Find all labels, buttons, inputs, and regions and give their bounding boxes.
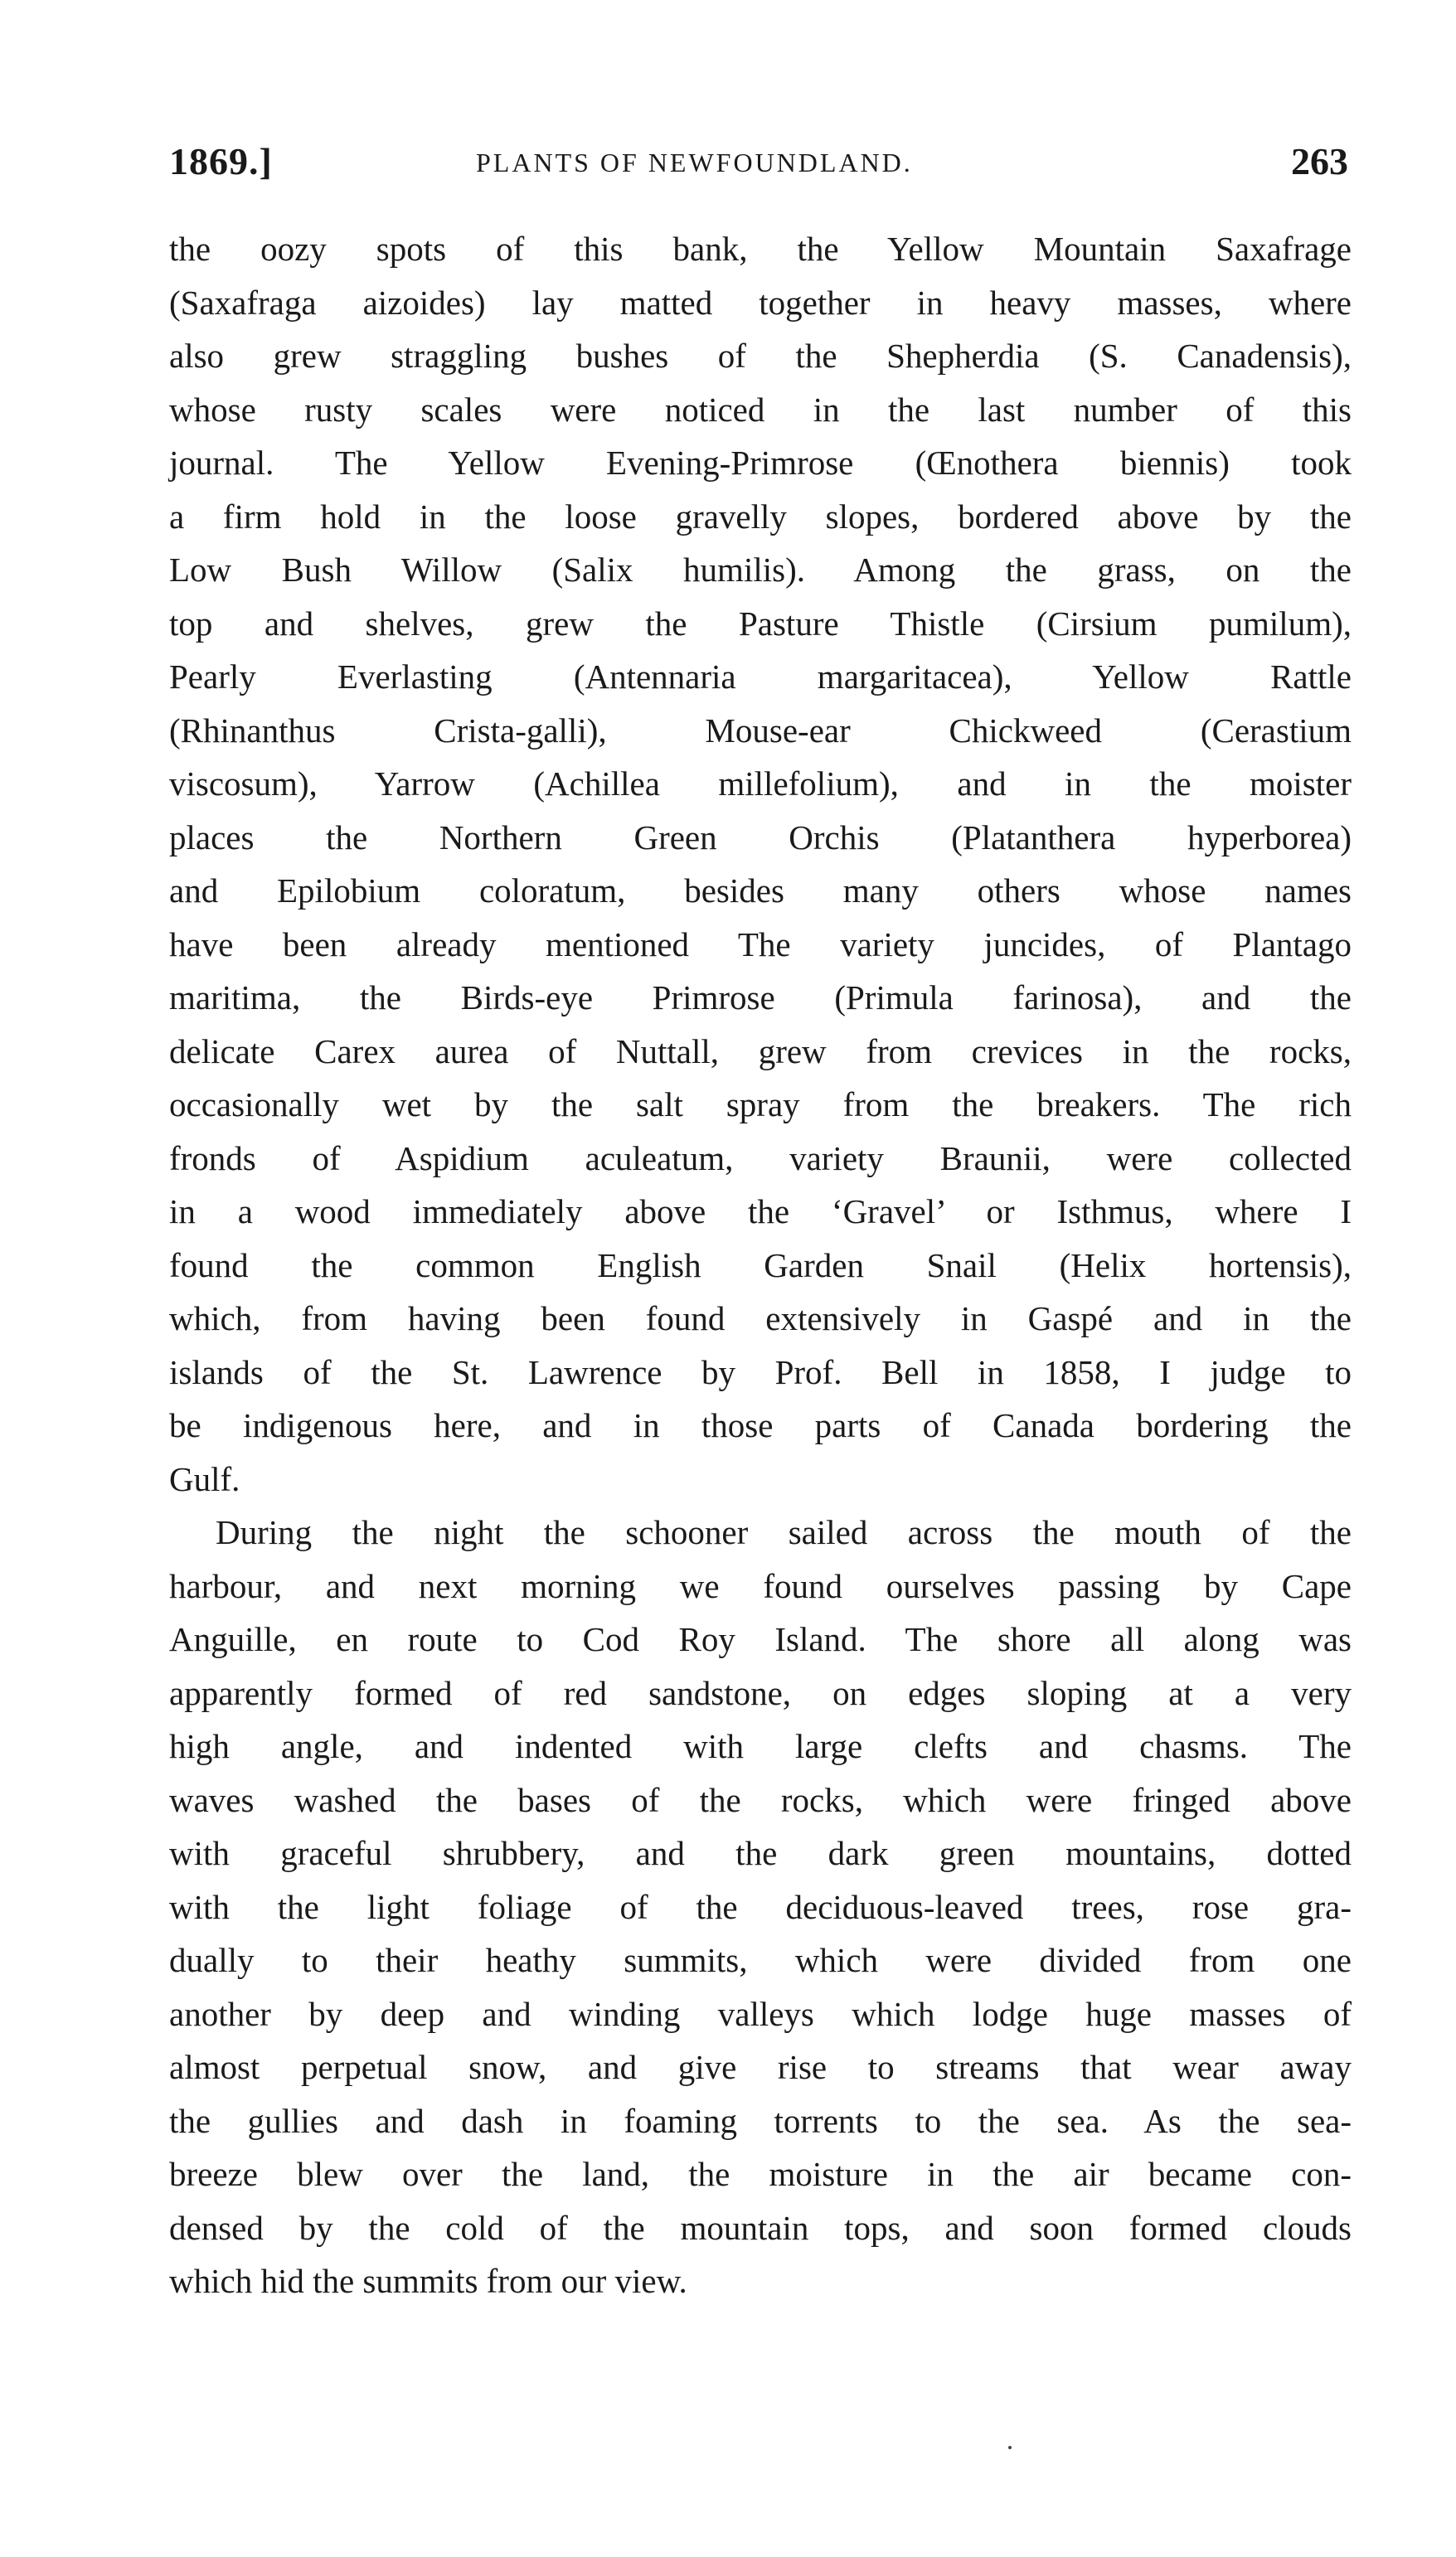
header-year: 1869.] [169,140,273,182]
text-line: and Epilobium coloratum, besides many others whose names [169,871,1352,910]
text-line: which hid the summits from our view. [169,2262,687,2300]
text-line: places the Northern Green Orchis (Platanthera hyperborea) [169,818,1352,856]
text-line: in a wood immediately above the ‘Gravel’ or Isthmus, where I [169,1192,1352,1230]
text-line: found the common English Garden Snail (Helix hortensis), [169,1245,1352,1284]
text-line: be indigenous here, and in those parts of Canada bordering the [169,1406,1352,1444]
print-speck [1008,2446,1012,2449]
text-line: (Rhinanthus Crista-galli), Mouse-ear Chickweed (Cerastium [169,711,1352,750]
text-line: have been already mentioned The variety juncides, of Plantago [169,924,1352,963]
text-line: high angle, and indented with large clefts and chasms. The [169,1727,1352,1765]
text-line: harbour, and next morning we found ourselves passing by Cape [169,1566,1352,1605]
running-head [169,139,1357,197]
text-line: Pearly Everlasting (Antennaria margaritacea), Yellow Rattle [169,657,1352,696]
text-line: top and shelves, grew the Pasture Thistle (Cirsium pumilum), [169,604,1352,643]
body-text [169,222,1352,2308]
text-line: Low Bush Willow (Salix humilis). Among the grass, on the [169,551,1352,589]
header-title: PLANTS OF NEWFOUNDLAND. [476,148,913,177]
text-line: a firm hold in the loose gravelly slopes, bordered above by the [169,497,1352,536]
text-line: maritima, the Birds-eye Primrose (Primula farinosa), and the [169,978,1352,1016]
text-line: waves washed the bases of the rocks, which were fringed above [169,1780,1352,1819]
text-line: the oozy spots of this bank, the Yellow Mountain Saxafrage [169,230,1352,268]
text-line: (Saxafraga aizoides) lay matted together in heavy masses, where [169,283,1352,322]
text-line: dually to their heathy summits, which were divided from one [169,1941,1352,1979]
text-line: islands of the St. Lawrence by Prof. Bell in 1858, I judge to [169,1352,1352,1391]
text-line: Gulf. [169,1459,240,1498]
page-number: 263 [1291,140,1348,182]
text-line: which, from having been found extensively in Gaspé and in the [169,1299,1352,1337]
text-line: journal. The Yellow Evening-Primrose (Œnothera biennis) took [169,444,1352,482]
text-line: During the night the schooner sailed across the mouth of the [216,1513,1352,1551]
text-line: with the light foliage of the deciduous-leaved trees, rose gra- [169,1887,1352,1926]
text-line: whose rusty scales were noticed in the last number of this [169,390,1352,429]
text-line: apparently formed of red sandstone, on edges sloping at a very [169,1673,1352,1712]
text-line: occasionally wet by the salt spray from the breakers. The rich [169,1085,1352,1123]
text-line: delicate Carex aurea of Nuttall, grew from crevices in the rocks, [169,1031,1352,1070]
text-line: densed by the cold of the mountain tops, and soon formed clouds [169,2208,1352,2247]
text-line: viscosum), Yarrow (Achillea millefolium), and in the moister [169,764,1352,803]
text-line: another by deep and winding valleys which lodge huge masses of [169,1994,1352,2033]
text-line: breeze blew over the land, the moisture in the air became con- [169,2155,1352,2193]
text-line: fronds of Aspidium aculeatum, variety Braunii, were collected [169,1138,1352,1177]
text-line: almost perpetual snow, and give rise to streams that wear away [169,2048,1352,2086]
text-line: the gullies and dash in foaming torrents to the sea. As the sea- [169,2101,1352,2140]
text-line: with graceful shrubbery, and the dark green mountains, dotted [169,1834,1352,1872]
text-line: also grew straggling bushes of the Shepherdia (S. Canadensis), [169,337,1352,375]
text-line: Anguille, en route to Cod Roy Island. The shore all along was [169,1620,1352,1658]
